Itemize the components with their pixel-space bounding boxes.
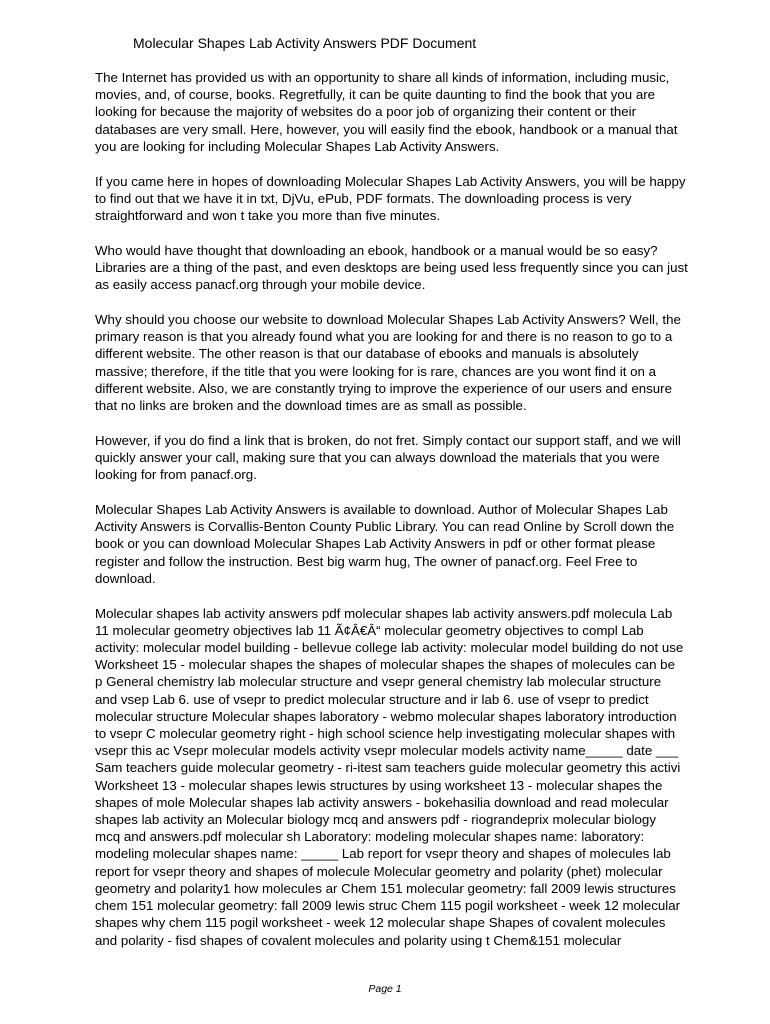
page-number: Page 1 [368,983,402,995]
paragraph-broken-links: However, if you do find a link that is broken, do not fret. Simply contact our support staff, and we will quickly answer your call, making sure that you can always download the materials that you were looking for from panacf.org. [95,432,681,483]
paragraph-formats: If you came here in hopes of downloading Molecular Shapes Lab Activity Answers, you will be happy to find out that we have it in txt, DjVu, ePub, PDF formats. The downloading process is very straightforward and won t take you more than five minutes. [95,173,686,224]
paragraph-mobile-access: Who would have thought that downloading an ebook, handbook or a manual would be so easy? Libraries are a thing of the past, and even desktops are being used less frequently since you can just as easily access panacf.org through your mobile device. [95,242,688,293]
paragraph-keywords: Molecular shapes lab activity answers pdf molecular shapes lab activity answers.pdf molecula Lab 11 molecular geometry objectives lab 11 Ã¢Â€Â“ molecular geometry objectives to compl Lab activity: molecular model building - bellevue college lab activity: molecular model building do not use Worksheet 15 - molecular shapes the shapes of molecular shapes the shapes of molecules can be p General chemistry lab molecular structure and vsepr general chemistry lab molecular structure and vsep Lab 6. use of vsepr to predict molecular structure and ir lab 6. use of vsepr to predict molecular structure Molecular shapes laboratory - webmo molecular shapes laboratory introduction to vsepr C molecular geometry right - high school science help investigating molecular shapes with vsepr this ac Vsepr molecular models activity vsepr molecular models activity name_____ date ___ Sam teachers guide molecular geometry - ri-itest sam teachers guide molecular geometry this activi Worksheet 13 - molecular shapes lewis structures by using worksheet 13 - molecular shapes the shapes of mole Molecular shapes lab activity answers - bokehasilia download and read molecular shapes lab activity an Molecular biology mcq and answers pdf - riograndeprix molecular biology mcq and answers.pdf molecular sh Laboratory: modeling molecular shapes name: laboratory: modeling molecular shapes name: _____ Lab report for vsepr theory and shapes of molecules lab report for vsepr theory and shapes of molecule Molecular geometry and polarity (phet) molecular geometry and polarity1 how molecules ar Chem 151 molecular geometry: fall 2009 lewis structures chem 151 molecular geometry: fall 2009 lewis struc Chem 115 pogil worksheet - week 12 molecular shapes why chem 115 pogil worksheet - week 12 molecular shape Shapes of covalent molecules and polarity - fisd shapes of covalent molecules and polarity using t Chem&151 molecular [95,605,684,948]
paragraph-why-choose: Why should you choose our website to download Molecular Shapes Lab Activity Answers? Well, the primary reason is that you already found what you are looking for and there is no reason to go to a different website. The other reason is that our database of ebooks and manuals is absolutely massive; therefore, if the title that you were looking for is rare, chances are you wont find it on a different website. Also, we are constantly trying to improve the experience of our users and ensure that no links are broken and the download times are as small as possible. [95,312,681,414]
document-title: Molecular Shapes Lab Activity Answers PDF Document [133,35,477,51]
paragraph-intro: The Internet has provided us with an opportunity to share all kinds of information, including music, movies, and, of course, books. Regretfully, it can be quite daunting to find the book that you are looking for because the majority of websites do a poor job of organizing their content or their databases are very small. Here, however, you will easily find the ebook, handbook or a manual that you are looking for including Molecular Shapes Lab Activity Answers. [95,70,678,154]
document-body [95,69,735,949]
paragraph-availability: Molecular Shapes Lab Activity Answers is available to download. Author of Molecular Shapes Lab Activity Answers is Corvallis-Benton County Public Library. You can read Online by Scroll down the book or you can download Molecular Shapes Lab Activity Answers in pdf or other format please register and follow the instruction. Best big warm hug, The owner of panacf.org. Feel Free to download. [95,502,675,586]
